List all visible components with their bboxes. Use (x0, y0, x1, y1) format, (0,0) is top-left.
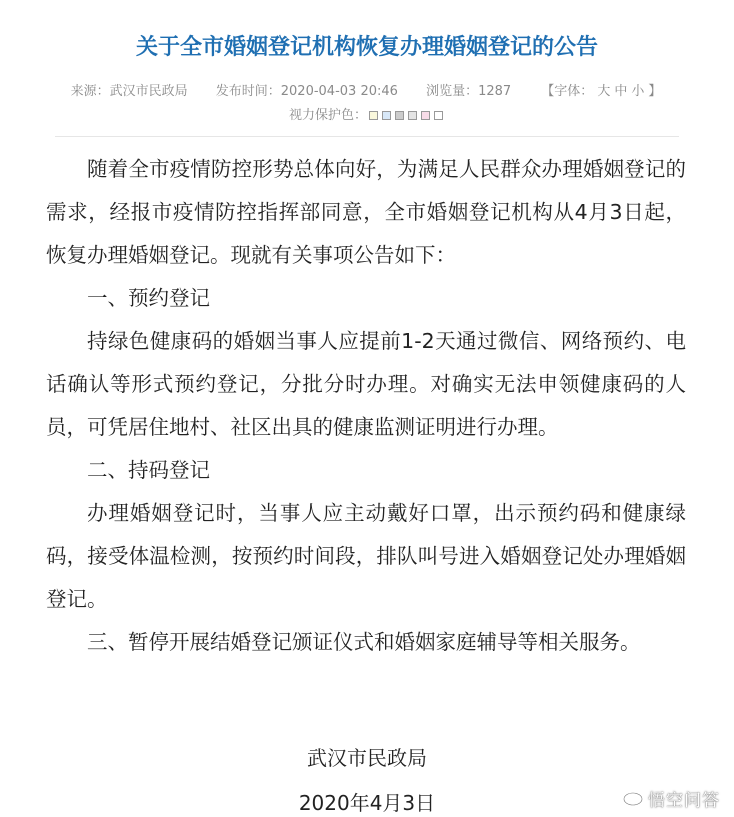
article-body (46, 148, 686, 664)
view-count: 浏览量：1287 (426, 84, 512, 99)
paragraph-appointment: 持绿色健康码的婚姻当事人应提前1-2天通过微信、网络预约、电话确认等形式预约登记，分批分时办理。对确实无法申领健康码的人员，可凭居住地村、社区出具的健康监测证明进行办理。 (46, 329, 686, 439)
source-label: 来源：武汉市民政局 (70, 84, 188, 99)
section-heading-1: 一、预约登记 (87, 286, 210, 310)
signature-org: 武汉市民政局 (307, 746, 427, 770)
font-small-link[interactable]: 小 (631, 84, 645, 99)
paragraph-suspension: 三、暂停开展结婚登记颁证仪式和婚姻家庭辅导等相关服务。 (87, 630, 641, 654)
color-swatch-5[interactable] (421, 111, 430, 120)
page-title: 关于全市婚姻登记机构恢复办理婚姻登记的公告 (135, 35, 598, 60)
font-large-link[interactable]: 大 (597, 84, 611, 99)
publish-time: 发布时间：2020-04-03 20:46 (215, 84, 398, 99)
paragraph-code-registration: 办理婚姻登记时，当事人应主动戴好口罩，出示预约码和健康绿码，接受体温检测，按预约时间段，排队叫号进入婚姻登记处办理婚姻登记。 (46, 501, 686, 611)
font-suffix: 】 (648, 84, 662, 99)
wukong-logo-icon (622, 791, 644, 807)
eye-protection-bar (0, 104, 734, 123)
font-size-control (539, 84, 663, 99)
color-swatch-6[interactable] (434, 111, 443, 120)
font-prefix: 【字体： (541, 84, 594, 99)
paragraph-intro: 随着全市疫情防控形势总体向好，为满足人民群众办理婚姻登记的需求，经报市疫情防控指挥部同意，全市婚姻登记机构从4月3日起，恢复办理婚姻登记。现就有关事项公告如下： (46, 157, 686, 267)
signature-date: 2020年4月3日 (298, 791, 436, 815)
color-swatch-2[interactable] (382, 111, 391, 120)
watermark (622, 786, 720, 811)
color-swatch-1[interactable] (369, 111, 378, 120)
color-swatch-3[interactable] (395, 111, 404, 120)
watermark-text: 悟空问答 (648, 791, 720, 811)
color-swatches (367, 108, 445, 123)
font-medium-link[interactable]: 中 (614, 84, 628, 99)
eye-protection-label: 视力保护色： (288, 108, 367, 123)
divider (55, 136, 679, 137)
color-swatch-4[interactable] (408, 111, 417, 120)
article-meta (0, 80, 734, 99)
section-heading-2: 二、持码登记 (87, 458, 210, 482)
